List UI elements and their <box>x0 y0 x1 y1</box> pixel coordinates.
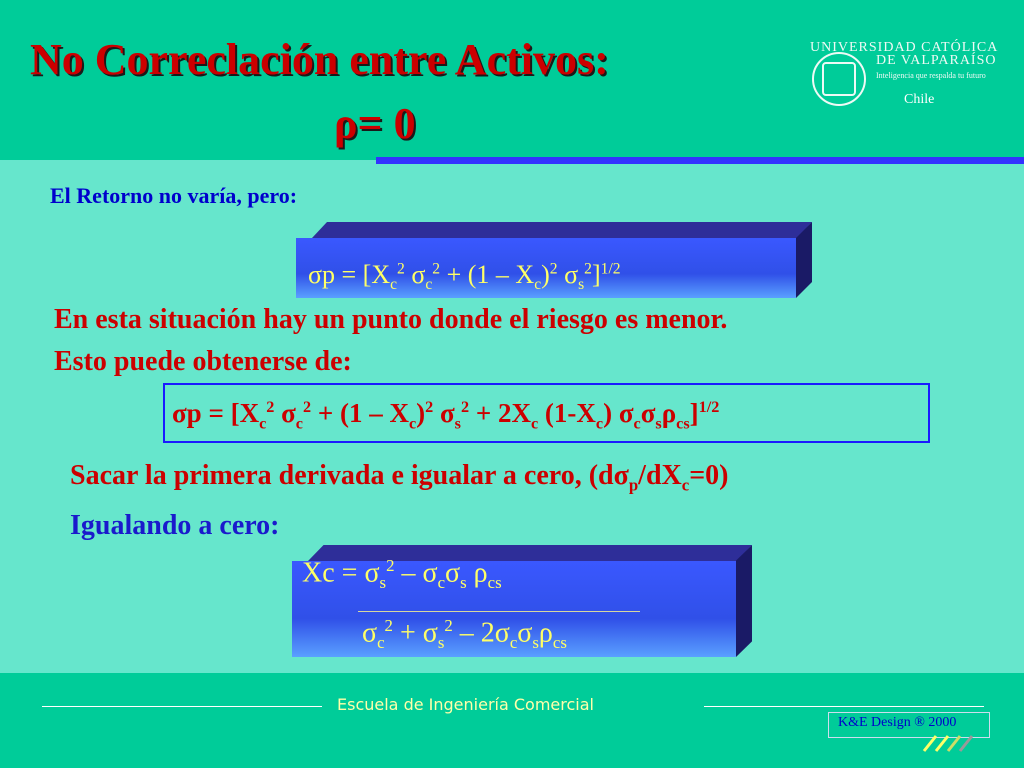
logo-city: DE VALPARAÍSO <box>876 53 997 68</box>
formula-portfolio-risk-uncorrelated: $\sigma p = [X_c^2$ $\sigma_c^2 + (1 - X_c)^2$ $\sigma_s^2]^{1/2}$ <box>308 260 621 294</box>
university-seal-icon <box>812 52 866 106</box>
footer-brand: K&E Design ® 2000 <box>838 715 957 730</box>
logo-university: UNIVERSIDAD CATÓLICA <box>810 40 999 55</box>
slide-title: No Correclación entre Activos: <box>30 35 609 84</box>
text-derivative: Sacar la primera derivada e igualar a cero, $(d\sigma_p/dX_c=0)$ <box>70 460 729 495</box>
formula-xc-denominator: $\sigma_c^2 + \sigma_s^2 - 2\sigma_c\sigma_s\rho_{cs}$ <box>362 616 567 652</box>
text-obtained-from: Esto puede obtenerse de: <box>54 346 352 377</box>
logo-country: Chile <box>904 92 935 107</box>
formula-xc-numerator: $Xc = \sigma_s^2 - \sigma_c\sigma_s$ $\rho_{cs}$ <box>302 556 502 592</box>
footer-school: Escuela de Ingeniería Comercial <box>337 695 594 714</box>
logo-tagline: Inteligencia que respalda tu futuro <box>876 71 986 80</box>
formula-portfolio-risk-general: $\sigma p = [X_c^2$ $\sigma_c^2 + (1 - X_c)^2$ $\sigma_s^2 + 2X_c$ $(1-X_c)$ $\sigma_c\sigma_s\rho_{cs}]^{1/2}$ <box>172 398 720 433</box>
header-divider <box>376 157 1024 164</box>
intro-text: El Retorno no varía, pero: <box>50 183 298 208</box>
footer-rule-right <box>704 706 984 707</box>
text-setting-zero: Igualando a cero: <box>70 510 280 541</box>
footer-rule-left <box>42 706 322 707</box>
slide-subtitle: ρ= 0 <box>334 99 416 148</box>
slashes-icon <box>922 734 982 752</box>
university-logo <box>810 40 1024 110</box>
text-minimum-risk: En esta situación hay un punto donde el riesgo es menor. <box>54 304 728 335</box>
fraction-bar <box>358 611 640 612</box>
